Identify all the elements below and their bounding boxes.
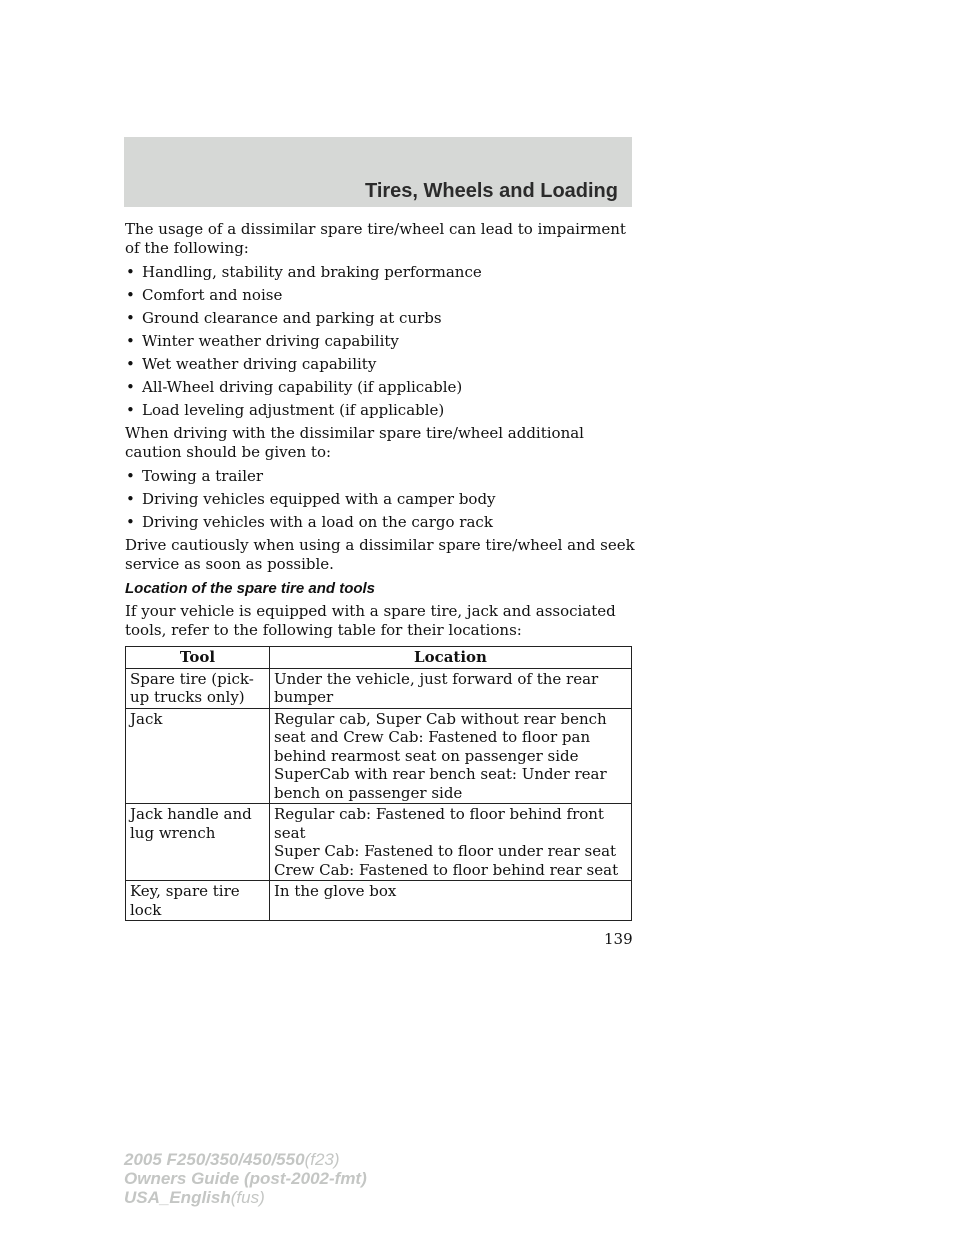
location-cell: In the glove box [270, 881, 632, 921]
table-row [126, 668, 632, 708]
column-header-tool: Tool [126, 647, 270, 669]
list-item: • Handling, stability and braking performance [126, 263, 482, 281]
column-header-location: Location [270, 647, 632, 669]
bullet-icon: • [126, 490, 135, 508]
list-item: • Towing a trailer [126, 467, 264, 485]
list-item: • Ground clearance and parking at curbs [126, 309, 442, 327]
table-header-row [126, 647, 632, 669]
tool-cell: Jack [126, 708, 270, 804]
caution-intro-paragraph: When driving with the dissimilar spare tire/wheel additional caution should be given to: [125, 424, 584, 461]
footer-line-model: 2005 F250/350/450/550(f23) [124, 1150, 340, 1169]
list-item: • Driving vehicles with a load on the cargo rack [126, 513, 493, 531]
bullet-icon: • [126, 467, 135, 485]
intro-paragraph: The usage of a dissimilar spare tire/wheel can lead to impairment of the following: [125, 220, 626, 257]
tool-cell: Spare tire (pick-up trucks only) [126, 668, 270, 708]
page-content [125, 220, 635, 921]
tools-location-table [125, 646, 632, 921]
section-header-band [124, 137, 632, 207]
table-row [126, 708, 632, 804]
list-item: • Load leveling adjustment (if applicable) [126, 401, 445, 419]
footer-line-language: USA_English(fus) [124, 1188, 265, 1207]
bullet-icon: • [126, 355, 135, 373]
list-item: • Winter weather driving capability [126, 332, 399, 350]
tool-cell: Key, spare tire lock [126, 881, 270, 921]
list-item: • Comfort and noise [126, 286, 283, 304]
bullet-icon: • [126, 309, 135, 327]
list-item: • All-Wheel driving capability (if applicable) [126, 378, 463, 396]
page-number: 139 [604, 930, 633, 948]
document-footer [124, 1150, 367, 1207]
impairment-list [125, 263, 635, 420]
footer-line-guide: Owners Guide (post-2002-fmt) [124, 1169, 367, 1188]
drive-note-paragraph: Drive cautiously when using a dissimilar spare tire/wheel and seek service as soon as possible. [125, 536, 635, 573]
bullet-icon: • [126, 378, 135, 396]
list-item: • Wet weather driving capability [126, 355, 377, 373]
caution-list [125, 467, 635, 532]
bullet-icon: • [126, 263, 135, 281]
location-cell: Under the vehicle, just forward of the rear bumper [270, 668, 632, 708]
list-item: • Driving vehicles equipped with a camper body [126, 490, 496, 508]
bullet-icon: • [126, 513, 135, 531]
bullet-icon: • [126, 401, 135, 419]
section-title: Tires, Wheels and Loading [364, 180, 618, 202]
table-row [126, 881, 632, 921]
section-intro-paragraph: If your vehicle is equipped with a spare tire, jack and associated tools, refer to the following table for their locations: [125, 602, 616, 639]
tool-cell: Jack handle and lug wrench [126, 804, 270, 881]
section-heading: Location of the spare tire and tools [125, 580, 376, 597]
bullet-icon: • [126, 286, 135, 304]
location-cell: Regular cab: Fastened to floor behind front seat Super Cab: Fastened to floor under rear seat Crew Cab: Fastened to floor behind rear seat [270, 804, 632, 881]
table-row [126, 804, 632, 881]
bullet-icon: • [126, 332, 135, 350]
location-cell: Regular cab, Super Cab without rear bench seat and Crew Cab: Fastened to floor pan behind rearmost seat on passenger side SuperCab with rear bench seat: Under rear bench on passenger side [270, 708, 632, 804]
